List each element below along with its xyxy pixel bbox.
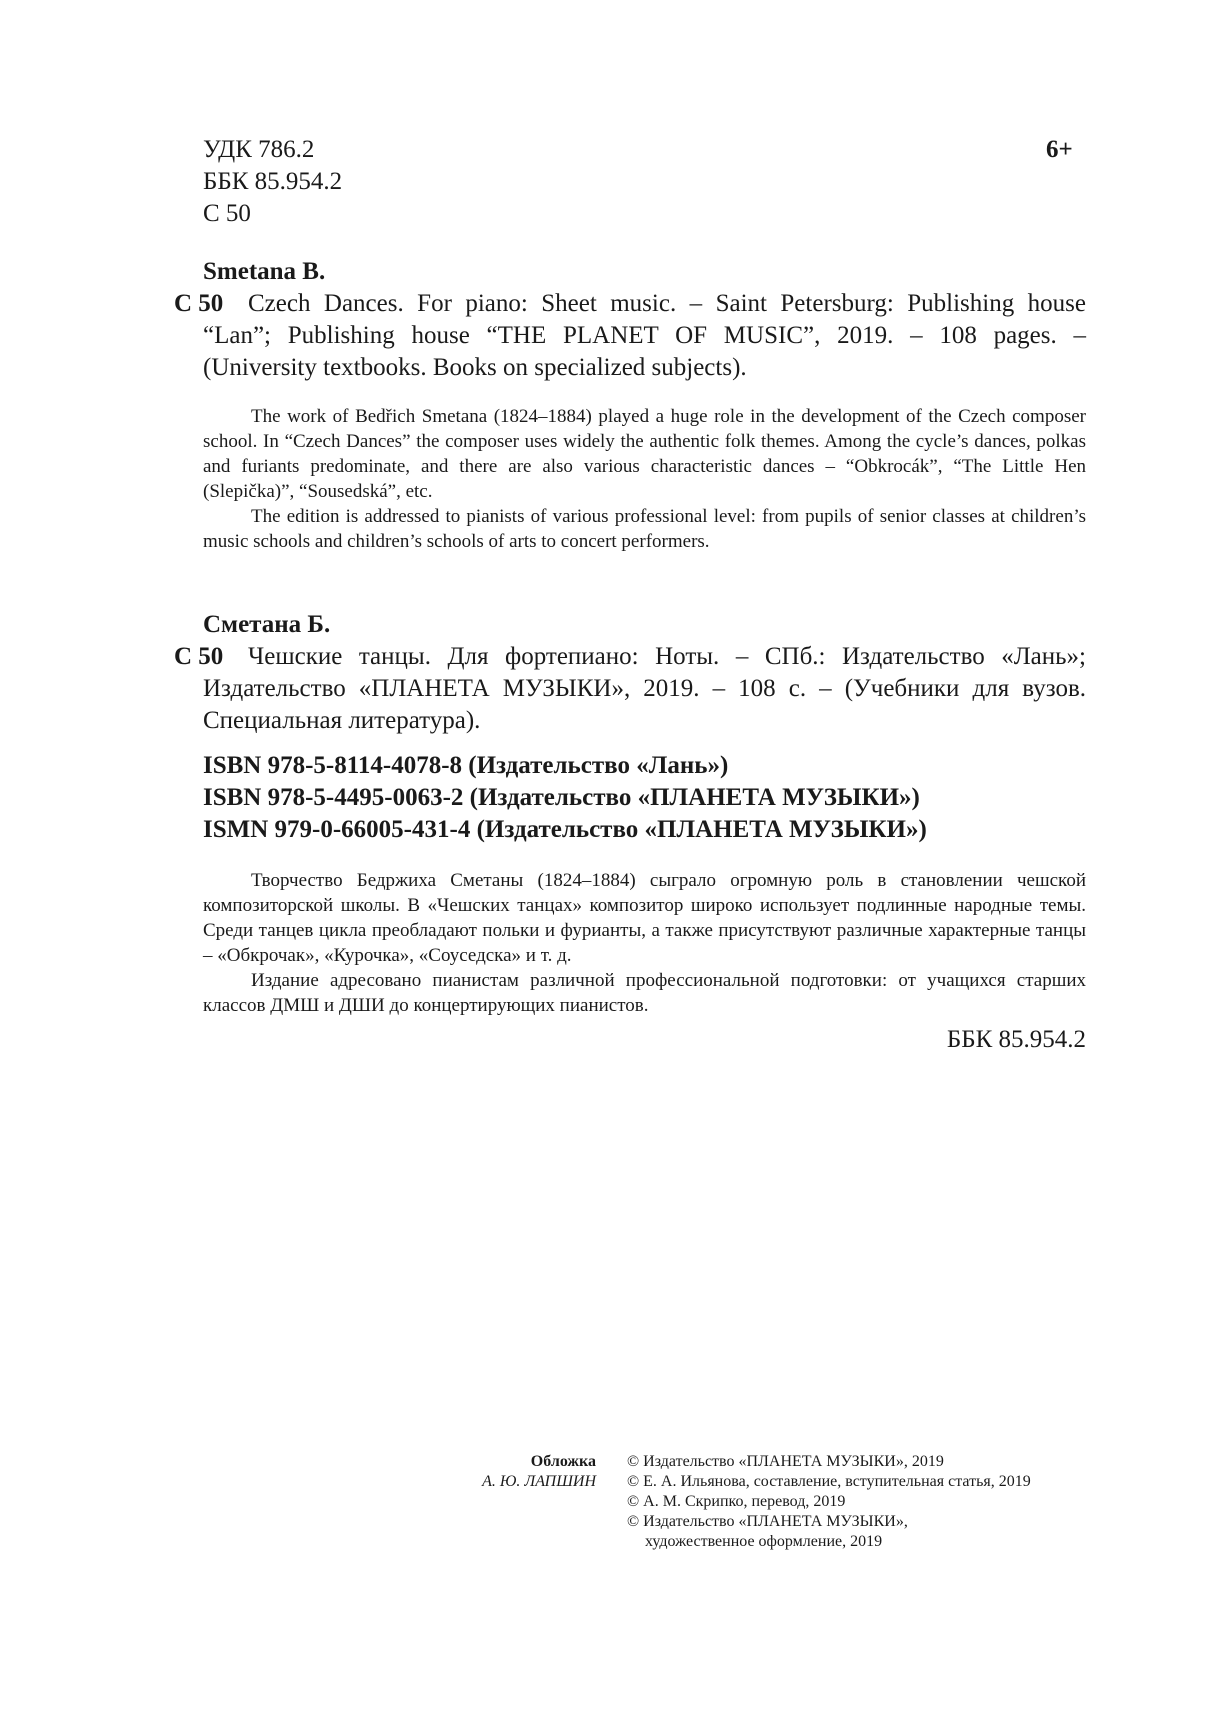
russian-description: Чешские танцы. Для фортепиано: Ноты. – СПб.: Издательство «Лань»; Издательство «ПЛАНЕТА МУЗЫКИ», 2019. – 108 с. – (Учебники для вузов. Специальная литература).	[203, 643, 1086, 734]
age-rating: 6+	[1046, 136, 1073, 163]
copyright-line: © А. М. Скрипко, перевод, 2019	[627, 1493, 846, 1510]
classification-block	[203, 134, 342, 230]
cover-artist: А. Ю. ЛАПШИН	[482, 1473, 596, 1490]
ismn-line: ISMN 979-0-66005-431-4 (Издательство «ПЛАНЕТА МУЗЫКИ»)	[203, 816, 927, 843]
english-description: Czech Dances. For piano: Sheet music. – Saint Petersburg: Publishing house “Lan”; Publishing house “THE PLANET OF MUSIC”, 2019. – 108 pages. – (University textbooks. Books on specialized subjects).	[203, 290, 1086, 381]
russian-code: С 50	[174, 643, 224, 670]
bbk-code: ББК 85.954.2	[203, 168, 343, 195]
russian-abstract	[203, 868, 1086, 1018]
bbk-code-footer: ББК 85.954.2	[946, 1026, 1086, 1053]
english-abstract	[203, 404, 1086, 554]
english-abstract-paragraph: The edition is addressed to pianists of various professional level: from pupils of senior classes at children’s music schools and children’s schools of arts to concert performers.	[203, 506, 1086, 552]
english-author: Smetana B.	[203, 258, 326, 285]
copyright-block	[627, 1452, 1031, 1552]
isbn-line: ISBN 978-5-8114-4078-8 (Издательство «Лань»)	[203, 752, 729, 779]
author-mark: С 50	[203, 200, 251, 227]
cover-label: Обложка	[530, 1453, 596, 1470]
russian-author: Сметана Б.	[203, 611, 331, 638]
copyright-line: © Е. А. Ильянова, составление, вступительная статья, 2019	[627, 1473, 1031, 1490]
copyright-line: художественное оформление, 2019	[645, 1533, 883, 1550]
udk-code: УДК 786.2	[203, 136, 315, 163]
russian-abstract-paragraph: Издание адресовано пианистам различной профессиональной подготовки: от учащихся старших классов ДМШ и ДШИ до концертирующих пианистов.	[203, 970, 1086, 1016]
english-abstract-paragraph: The work of Bedřich Smetana (1824–1884) played a huge role in the development of the Czech composer school. In “Czech Dances” the composer uses widely the authentic folk themes. Among the cycle’s dances, polkas and furiants predominate, and there are also various characteristic dances – “Obkrocák”, “The Little Hen (Slepička)”, “Sousedská”, etc.	[203, 406, 1086, 502]
russian-abstract-paragraph: Творчество Бедржиха Сметаны (1824–1884) сыграло огромную роль в становлении чешской композиторской школы. В «Чешских танцах» композитор широко использует подлинные народные темы. Среди танцев цикла преобладают польки и фурианты, а также присутствуют различные характерные танцы – «Обкрочак», «Курочка», «Соуседска» и т. д.	[203, 870, 1086, 966]
isbn-line: ISBN 978-5-4495-0063-2 (Издательство «ПЛАНЕТА МУЗЫКИ»)	[203, 784, 920, 811]
cover-credit	[482, 1452, 596, 1492]
copyright-line: © Издательство «ПЛАНЕТА МУЗЫКИ», 2019	[627, 1453, 944, 1470]
copyright-line: © Издательство «ПЛАНЕТА МУЗЫКИ»,	[627, 1513, 908, 1530]
isbn-block	[203, 750, 927, 846]
english-code: С 50	[174, 290, 224, 317]
